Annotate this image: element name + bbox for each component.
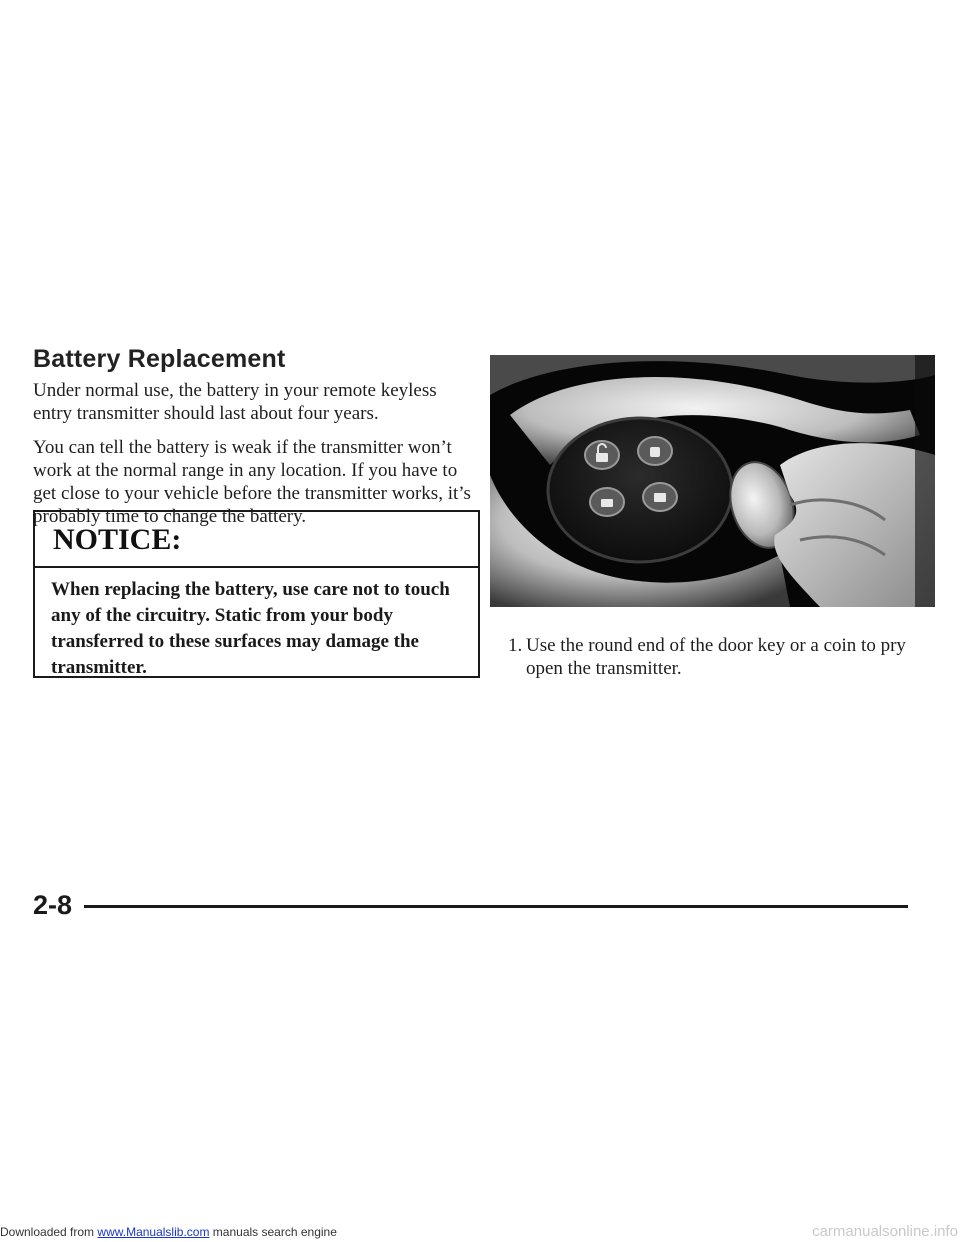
step-item <box>508 634 928 680</box>
download-suffix: manuals search engine <box>212 1225 337 1239</box>
notice-body: When replacing the battery, use care not to touch any of the circuitry. Static from your body transferred to these surfaces may damage the transmitter. <box>51 579 450 678</box>
manualslib-link[interactable]: www.Manualslib.com <box>97 1225 210 1239</box>
weak-battery-paragraph: You can tell the battery is weak if the transmitter won’t work at the normal range in any location. If you have to get close to your vehicle before the transmitter works, it’s probably time to change the battery. <box>33 437 471 527</box>
notice-title: NOTICE: <box>35 512 478 568</box>
footer-rule <box>84 905 908 908</box>
section-heading: Battery Replacement <box>33 345 286 373</box>
step-number: 1. <box>508 635 523 656</box>
intro-paragraph: Under normal use, the battery in your remote keyless entry transmitter should last about four years. <box>33 380 437 424</box>
keyless-remote-photo <box>490 355 935 607</box>
notice-box <box>33 510 480 678</box>
step-text: Use the round end of the door key or a coin to pry open the transmitter. <box>526 635 906 679</box>
download-banner <box>0 1225 337 1239</box>
photo-illustration <box>490 355 935 607</box>
download-prefix: Downloaded from <box>0 1225 95 1239</box>
site-watermark: carmanualsonline.info <box>812 1223 958 1240</box>
page-number: 2-8 <box>33 890 73 920</box>
